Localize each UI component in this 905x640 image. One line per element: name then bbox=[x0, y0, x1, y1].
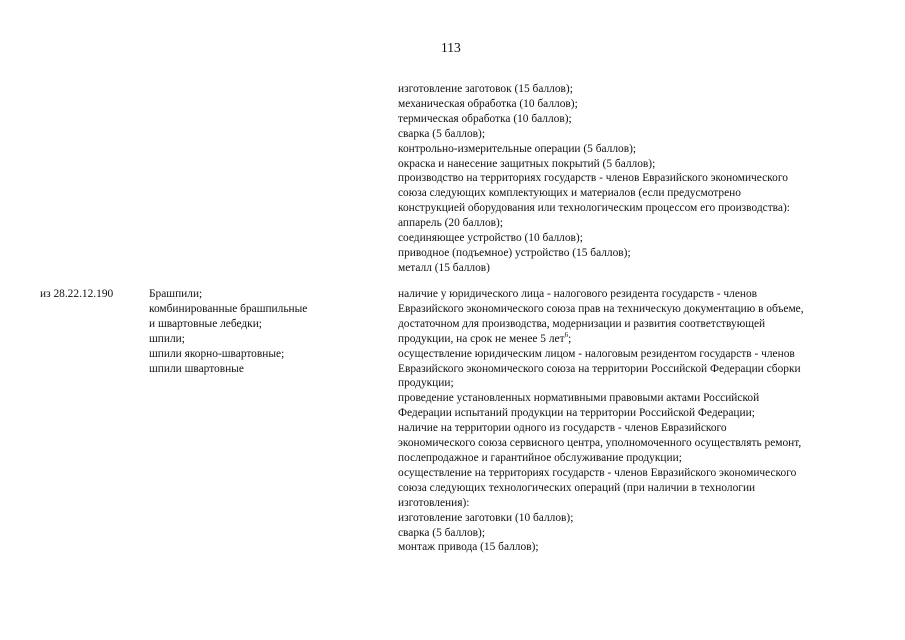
requirement-line: сварка (5 баллов); bbox=[398, 127, 485, 140]
footnote-marker: 6 bbox=[564, 330, 569, 339]
product-name-line: шпили швартовные bbox=[149, 362, 244, 375]
requirement-line: достаточном для производства, модернизации и развития соответствующей bbox=[398, 317, 766, 330]
requirement-line: приводное (подъемное) устройство (15 баллов); bbox=[398, 246, 631, 259]
product-name-line: шпили якорно-швартовные; bbox=[149, 347, 285, 360]
requirement-line: продукции; bbox=[398, 377, 454, 390]
requirement-text: продукции, на срок не менее 5 лет bbox=[398, 332, 565, 345]
requirement-line: сварка (5 баллов); bbox=[398, 526, 485, 539]
requirement-line: механическая обработка (10 баллов); bbox=[398, 97, 578, 110]
requirement-line: осуществление юридическим лицом - налоговым резидентом государств - членов bbox=[398, 347, 795, 360]
requirement-line: послепродажное и гарантийное обслуживание продукции; bbox=[398, 451, 682, 464]
requirement-line: изготовление заготовок (15 баллов); bbox=[398, 83, 573, 95]
requirement-line: Федерации испытаний продукции на территории Российской Федерации; bbox=[398, 407, 755, 420]
requirement-line: соединяющее устройство (10 баллов); bbox=[398, 232, 583, 245]
requirement-line: изготовление заготовки (10 баллов); bbox=[398, 511, 574, 524]
requirement-line: союза следующих комплектующих и материалов (если предусмотрено bbox=[398, 187, 741, 200]
requirement-line: монтаж привода (15 баллов); bbox=[398, 541, 539, 554]
product-name bbox=[149, 287, 307, 376]
product-name-line: и швартовные лебедки; bbox=[149, 317, 262, 330]
page-number: 113 bbox=[441, 40, 461, 55]
product-name-line: шпили; bbox=[149, 332, 185, 345]
requirement-line: наличие у юридического лица - налогового резидента государств - членов bbox=[398, 288, 758, 300]
requirement-line-with-footnote bbox=[398, 332, 804, 347]
requirement-line: производство на территориях государств - членов Евразийского экономического bbox=[398, 172, 788, 185]
requirement-tail: ; bbox=[568, 332, 572, 345]
requirement-line: наличие на территории одного из государств - членов Евразийского bbox=[398, 422, 727, 435]
okpd-code: из 28.22.12.190 bbox=[40, 288, 114, 300]
requirement-line: изготовления): bbox=[398, 496, 470, 509]
requirement-line: Евразийского экономического союза прав на техническую документацию в объеме, bbox=[398, 302, 804, 315]
product-name-line: комбинированные брашпильные bbox=[149, 302, 308, 315]
product-name-line: Брашпили; bbox=[149, 288, 203, 300]
requirement-line: контрольно-измерительные операции (5 баллов); bbox=[398, 142, 637, 155]
requirement-line: проведение установленных нормативными правовыми актами Российской bbox=[398, 392, 760, 405]
requirement-line: металл (15 баллов) bbox=[398, 261, 490, 274]
requirement-line: аппарель (20 баллов); bbox=[398, 217, 504, 230]
requirement-line: Евразийского экономического союза на территории Российской Федерации сборки bbox=[398, 362, 801, 375]
requirement-line: термическая обработка (10 баллов); bbox=[398, 112, 572, 125]
continued-requirements-list bbox=[398, 82, 790, 276]
requirement-line: экономического союза сервисного центра, уполномоченного осуществлять ремонт, bbox=[398, 437, 802, 450]
requirement-line: конструкцией оборудования или технологическим процессом его производства): bbox=[398, 202, 790, 215]
requirements-list bbox=[398, 287, 804, 555]
requirement-line: окраска и нанесение защитных покрытий (5 баллов); bbox=[398, 157, 656, 170]
requirement-line: союза следующих технологических операций (при наличии в технологии bbox=[398, 481, 756, 494]
requirement-line: осуществление на территориях государств - членов Евразийского экономического bbox=[398, 466, 797, 479]
